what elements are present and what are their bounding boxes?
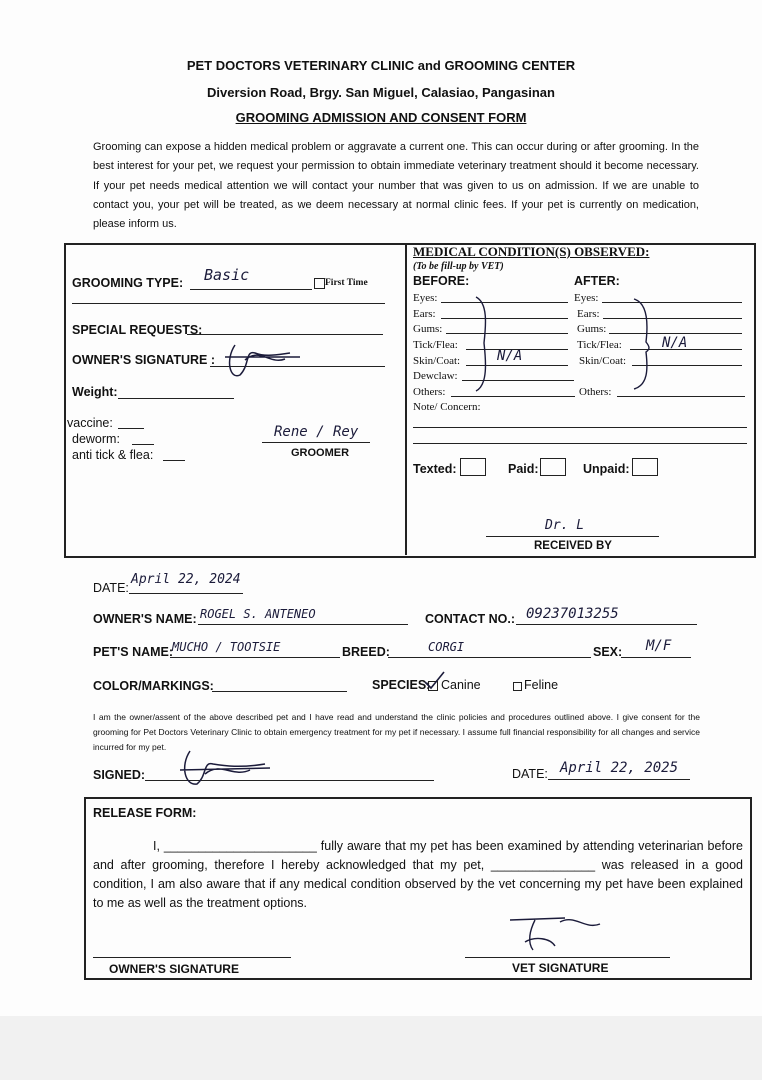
special-requests-label: SPECIAL REQUESTS:	[72, 323, 203, 337]
before-skin-label: Skin/Coat:	[413, 355, 461, 367]
weight-label: Weight:	[72, 385, 118, 399]
first-time-checkbox[interactable]	[314, 278, 325, 289]
medical-title: MEDICAL CONDITION(S) OBSERVED:	[413, 244, 650, 259]
owner-name-label: OWNER'S NAME:	[93, 612, 197, 626]
release-title: RELEASE FORM:	[93, 806, 197, 820]
owner-signature-scribble	[205, 335, 305, 385]
after-ears-label: Ears:	[577, 308, 600, 320]
date2-value[interactable]: April 22, 2025	[560, 760, 679, 776]
date-label: DATE:	[93, 581, 129, 595]
texted-checkbox[interactable]	[460, 458, 486, 476]
clinic-name: PET DOCTORS VETERINARY CLINIC and GROOMING CENTER	[186, 58, 576, 73]
unpaid-label: Unpaid:	[583, 462, 630, 476]
canine-label: Canine	[441, 678, 481, 692]
admission-box	[64, 243, 756, 558]
owner-signature-label-2: OWNER'S SIGNATURE	[109, 962, 239, 976]
color-markings-label: COLOR/MARKINGS:	[93, 679, 214, 693]
first-time-label: First Time	[325, 278, 368, 288]
owner-signature-label: OWNER'S SIGNATURE :	[72, 353, 216, 367]
after-value[interactable]: N/A	[662, 335, 688, 351]
anti-tick-label: anti tick & flea:	[72, 448, 154, 462]
deworm-label: deworm:	[72, 432, 120, 446]
pet-name-label: PET'S NAME:	[93, 645, 174, 659]
owner-signature-scribble-2	[165, 746, 275, 796]
before-label: BEFORE:	[413, 274, 470, 288]
after-others-label: Others:	[579, 386, 612, 398]
before-value[interactable]: N/A	[497, 348, 523, 364]
intro-text: Grooming can expose a hidden medical problem or aggravate a current one. This can occur during or after grooming. In the best interest for your pet, we request your permission to obtain immediate veterinary treatment should it become necessary. If your pet needs medical attention we will contact your number that was given to us on admission. If we are unable to contact you, your pet will be treated, as we deem necessary at normal clinic fees. If your pet is currently on medication, please inform us.	[93, 141, 699, 231]
medical-note: (To be fill-up by VET)	[413, 261, 504, 272]
after-skin-label: Skin/Coat:	[579, 355, 627, 367]
paid-label: Paid:	[508, 462, 539, 476]
release-paragraph: I, ______________________ fully aware that my pet has been examined by attending veterinarian before and after grooming, therefore I hereby acknowledged that my pet, _______________ was released in a good condition, I am also aware that if any medical condition observed by the vet concerning my pet have been explained to me as well as the treatment options.	[93, 839, 743, 910]
before-dewclaw-label: Dewclaw:	[413, 370, 458, 382]
texted-label: Texted:	[413, 462, 457, 476]
date2-label: DATE:	[512, 767, 548, 781]
after-gums-label: Gums:	[577, 323, 607, 335]
before-eyes-label: Eyes:	[413, 292, 438, 304]
contact-value[interactable]: 09237013255	[526, 606, 619, 622]
scan-bottom-band	[0, 1016, 762, 1080]
date-value[interactable]: April 22, 2024	[131, 572, 241, 587]
before-gums-label: Gums:	[413, 323, 443, 335]
groomer-value[interactable]: Rene / Rey	[274, 424, 359, 440]
after-label: AFTER:	[574, 274, 620, 288]
grooming-type-label: GROOMING TYPE:	[72, 276, 184, 290]
owner-name-value[interactable]: ROGEL S. ANTENEO	[200, 607, 316, 621]
before-ears-label: Ears:	[413, 308, 436, 320]
breed-value[interactable]: CORGI	[428, 640, 465, 654]
vet-signature-label: VET SIGNATURE	[512, 961, 609, 975]
after-eyes-label: Eyes:	[574, 292, 599, 304]
unpaid-checkbox[interactable]	[632, 458, 658, 476]
sex-value[interactable]: M/F	[646, 638, 672, 654]
received-by-value[interactable]: Dr. L	[545, 518, 585, 533]
groomer-label: GROOMER	[291, 447, 350, 459]
pet-name-value[interactable]: MUCHO / TOOTSIE	[172, 640, 281, 654]
grooming-type-value[interactable]: Basic	[204, 266, 250, 284]
feline-checkbox[interactable]	[513, 682, 522, 691]
signed-label: SIGNED:	[93, 768, 146, 782]
feline-label: Feline	[524, 678, 559, 692]
box-divider	[405, 244, 407, 555]
before-others-label: Others:	[413, 386, 446, 398]
form-title: GROOMING ADMISSION AND CONSENT FORM	[235, 110, 527, 125]
vaccine-label: vaccine:	[67, 416, 113, 430]
paid-checkbox[interactable]	[540, 458, 566, 476]
vet-signature-scribble	[505, 912, 605, 957]
consent-text: I am the owner/assent of the above described pet and I have read and understand the clinic policies and procedures outlined above. I give consent for the grooming for Pet Doctors Veterinary Clinic to obtain emergency treatment for my pet if necessary. I assume full financial responsibility for all changes and service incurred for my pet.	[93, 712, 700, 752]
contact-label: CONTACT NO.:	[425, 612, 516, 626]
breed-label: BREED:	[342, 645, 390, 659]
species-label: SPECIES:	[372, 678, 431, 692]
clinic-address: Diversion Road, Brgy. San Miguel, Calasiao, Pangasinan	[207, 85, 555, 100]
before-bracket	[474, 295, 494, 395]
received-by-label: RECEIVED BY	[534, 540, 612, 552]
before-tick-label: Tick/Flea:	[413, 339, 458, 351]
after-tick-label: Tick/Flea:	[577, 339, 622, 351]
sex-label: SEX:	[593, 645, 623, 659]
note-concern-label: Note/ Concern:	[413, 401, 481, 413]
after-bracket	[632, 297, 662, 392]
